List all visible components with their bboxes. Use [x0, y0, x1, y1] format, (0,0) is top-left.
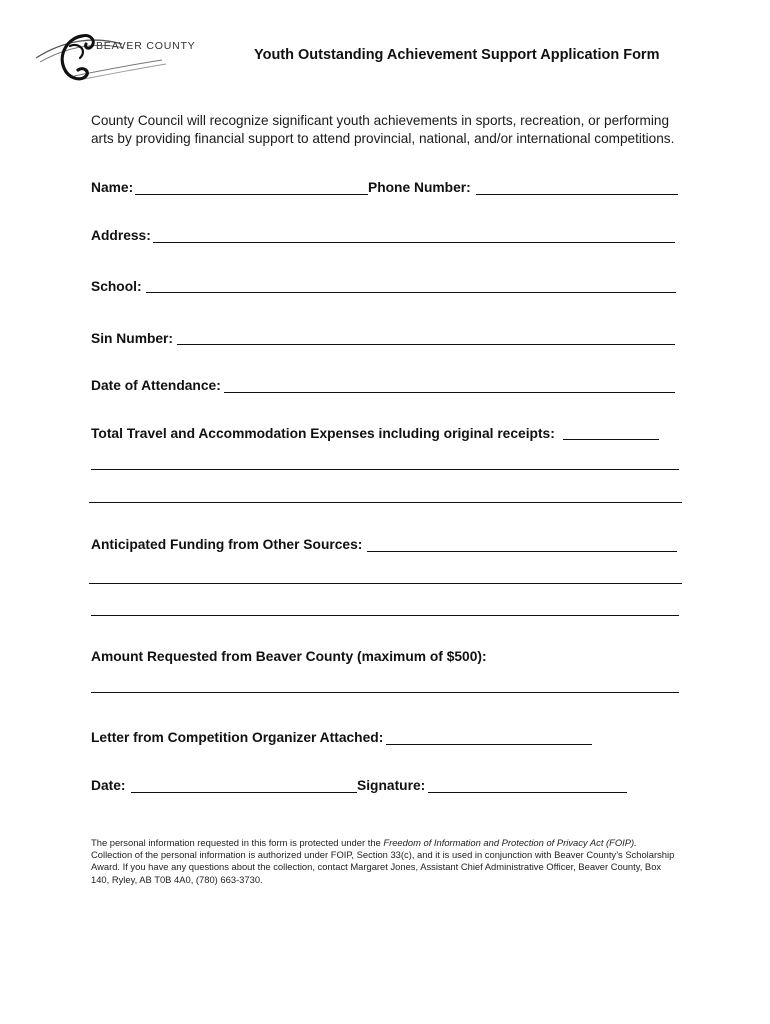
intro-paragraph: County Council will recognize significant youth achievements in sports, recreation, or performing arts by providing financial support to attend provincial, national, and/or international competitions. — [91, 113, 675, 146]
date-attendance-field[interactable] — [224, 392, 675, 393]
school-field[interactable] — [146, 292, 676, 293]
anticipated-funding-field[interactable] — [367, 551, 677, 552]
anticipated-funding-line-1[interactable] — [89, 583, 682, 584]
address-label: Address: — [91, 228, 151, 243]
signature-field[interactable] — [428, 792, 627, 793]
letter-attached-field[interactable] — [386, 744, 592, 745]
beaver-county-logo — [34, 26, 204, 86]
signature-label: Signature: — [357, 778, 426, 793]
amount-requested-field[interactable] — [91, 692, 679, 693]
privacy-notice — [91, 837, 676, 886]
anticipated-funding-line-2[interactable] — [91, 615, 679, 616]
name-field[interactable] — [135, 194, 368, 195]
foip-act-name: Freedom of Information and Protection of Privacy Act (FOIP). — [383, 837, 637, 848]
anticipated-funding-label: Anticipated Funding from Other Sources: — [91, 537, 363, 552]
phone-field[interactable] — [476, 194, 678, 195]
logo-text: BEAVER COUNTY — [96, 40, 196, 52]
form-title: Youth Outstanding Achievement Support Application Form — [254, 47, 660, 63]
letter-attached-label: Letter from Competition Organizer Attached: — [91, 730, 384, 745]
privacy-text-part2: Collection of the personal information is authorized under FOIP, Section 33(c), and it is used in conjunction with Beaver County’s Scholarship Award. If you have any questions about the collection, contact Margaret Jones, Assistant Chief Administrative Officer, Beaver County, Box 140, Ryley, AB T0B 4A0, (780) 663-3730. — [91, 849, 675, 885]
date-field[interactable] — [131, 792, 357, 793]
travel-expenses-line-2[interactable] — [89, 502, 682, 503]
date-attendance-label: Date of Attendance: — [91, 378, 221, 393]
school-label: School: — [91, 279, 142, 294]
privacy-text-part1: The personal information requested in this form is protected under the — [91, 837, 384, 848]
sin-field[interactable] — [177, 344, 675, 345]
travel-expenses-label: Total Travel and Accommodation Expenses including original receipts: — [91, 426, 555, 441]
travel-expenses-field[interactable] — [563, 439, 659, 440]
amount-requested-label: Amount Requested from Beaver County (maximum of $500): — [91, 649, 487, 664]
date-label: Date: — [91, 778, 126, 793]
address-field[interactable] — [153, 242, 675, 243]
name-label: Name: — [91, 180, 134, 195]
sin-label: Sin Number: — [91, 331, 174, 346]
travel-expenses-line-1[interactable] — [91, 469, 679, 470]
phone-label: Phone Number: — [368, 180, 471, 195]
